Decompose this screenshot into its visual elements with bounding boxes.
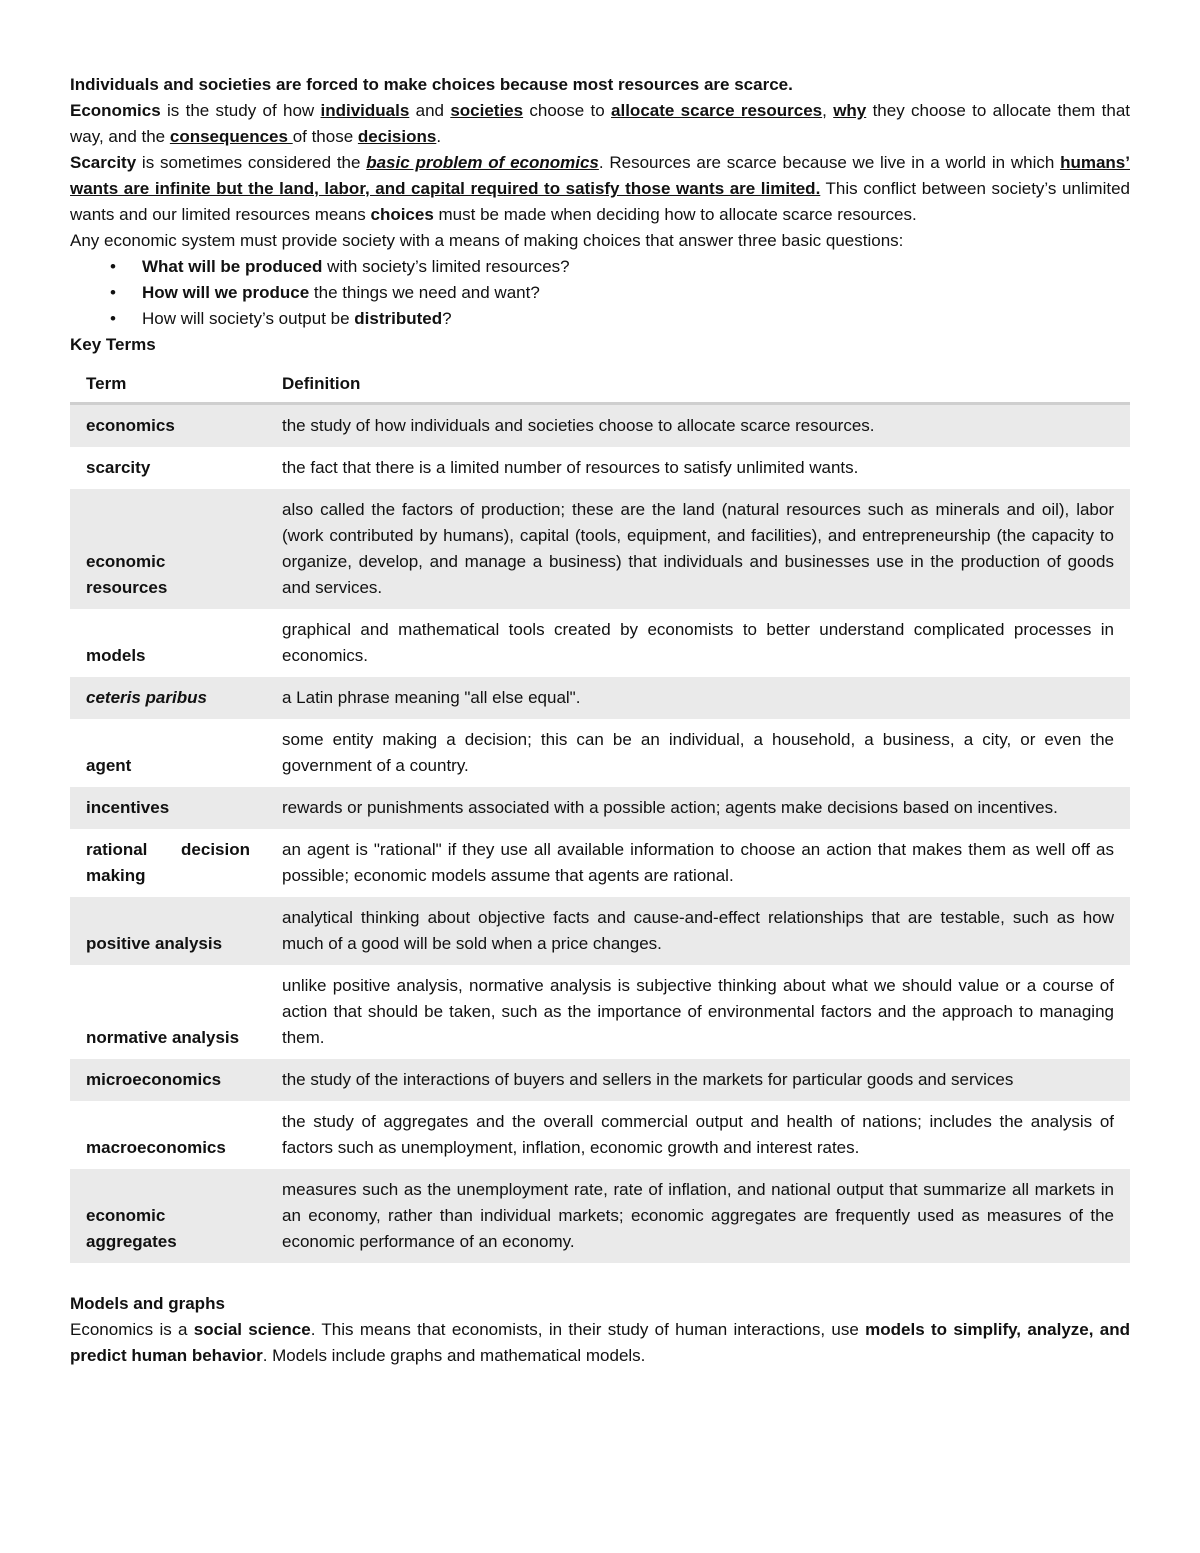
table-row <box>70 609 1130 677</box>
definition-cell: analytical thinking about objective facts and cause-and-effect relationships that are testable, such as how much of a good will be sold when a price changes. <box>266 897 1130 965</box>
list-item: • How will society’s output be distributed? <box>142 306 1130 332</box>
table-row <box>70 489 1130 609</box>
term-cell: economic resources <box>70 489 266 609</box>
table-row <box>70 787 1130 829</box>
table-row <box>70 447 1130 489</box>
list-item: • What will be produced with society’s limited resources? <box>142 254 1130 280</box>
list-item: • How will we produce the things we need and want? <box>142 280 1130 306</box>
definition-cell: also called the factors of production; these are the land (natural resources such as minerals and oil), labor (work contributed by humans), capital (tools, equipment, and facilities), and entrepreneurship (the capacity to organize, develop, and manage a business) that individuals and businesses use in the production of goods and services. <box>266 489 1130 609</box>
table-row <box>70 1169 1130 1263</box>
term-cell: microeconomics <box>70 1059 266 1101</box>
economics-definition-paragraph: Economics is the study of how individuals and societies choose to allocate scarce resources, why they choose to allocate them that way, and the consequences of those decisions. <box>70 101 1131 146</box>
definition-cell: the fact that there is a limited number of resources to satisfy unlimited wants. <box>282 458 859 477</box>
definition-column-header: Definition <box>266 366 1130 404</box>
term-column-header: Term <box>70 366 266 404</box>
term-cell: incentives <box>70 787 266 829</box>
definition-cell: graphical and mathematical tools created by economists to better understand complicated processes in economics. <box>282 620 1114 665</box>
definition-cell: a Latin phrase meaning "all else equal". <box>266 677 1130 719</box>
table-row <box>70 1101 1130 1169</box>
table-row <box>70 677 1130 719</box>
table-header-row <box>70 366 1130 404</box>
table-row <box>70 897 1130 965</box>
term-cell: macroeconomics <box>86 1138 226 1157</box>
definition-cell: the study of the interactions of buyers and sellers in the markets for particular goods and services <box>266 1059 1130 1101</box>
definition-cell: the study of how individuals and societies choose to allocate scarce resources. <box>266 404 1130 448</box>
definition-cell: the study of aggregates and the overall commercial output and health of nations; includes the analysis of factors such as unemployment, inflation, economic growth and interest rates. <box>282 1112 1114 1157</box>
table-row <box>70 1059 1130 1101</box>
scarcity-paragraph: Scarcity is sometimes considered the basic problem of economics. Resources are scarce because we live in a world in which humans’ wants are infinite but the land, labor, and capital required to satisfy those wants are limited. This conflict between society’s unlimited wants and our limited resources means choices must be made when deciding how to allocate scarce resources. <box>70 153 1130 224</box>
term-cell: scarcity <box>86 458 151 477</box>
basic-questions-list <box>70 254 1130 332</box>
definition-cell: measures such as the unemployment rate, rate of inflation, and national output that summarize all markets in an economy, rather than individual markets; economic aggregates are frequently used as measures of the economic performance of an economy. <box>266 1169 1130 1263</box>
term-cell: rational decision making <box>86 840 250 885</box>
definition-cell: some entity making a decision; this can be an individual, a household, a business, a city, or even the government of a country. <box>282 730 1114 775</box>
definition-cell: an agent is "rational" if they use all available information to choose an action that makes them as well off as possible; economic models assume that agents are rational. <box>282 840 1114 885</box>
term-cell: ceteris paribus <box>70 677 266 719</box>
term-cell: positive analysis <box>70 897 266 965</box>
three-questions-intro: Any economic system must provide society with a means of making choices that answer three basic questions: <box>70 231 904 250</box>
definition-cell: unlike positive analysis, normative analysis is subjective thinking about what we should value or a course of action that should be taken, such as the importance of environmental factors and the approach to managing them. <box>282 976 1114 1047</box>
table-row <box>70 719 1130 787</box>
table-row <box>70 829 1130 897</box>
models-section-heading: Models and graphs <box>70 1294 225 1313</box>
definition-cell: rewards or punishments associated with a possible action; agents make decisions based on incentives. <box>266 787 1130 829</box>
key-terms-heading: Key Terms <box>70 335 156 354</box>
models-paragraph: Economics is a social science. This means that economists, in their study of human interactions, use models to simplify, analyze, and predict human behavior. Models include graphs and mathematical models. <box>70 1320 1130 1365</box>
term-cell: agent <box>86 756 132 775</box>
term-cell: economics <box>70 404 266 448</box>
document-page <box>70 72 1130 1369</box>
term-cell: normative analysis <box>86 1028 240 1047</box>
table-row <box>70 965 1130 1059</box>
key-terms-table <box>70 366 1130 1263</box>
term-cell: economic aggregates <box>70 1169 266 1263</box>
table-row <box>70 404 1130 448</box>
intro-heading: Individuals and societies are forced to make choices because most resources are scarce. <box>70 75 793 94</box>
term-cell: models <box>86 646 146 665</box>
